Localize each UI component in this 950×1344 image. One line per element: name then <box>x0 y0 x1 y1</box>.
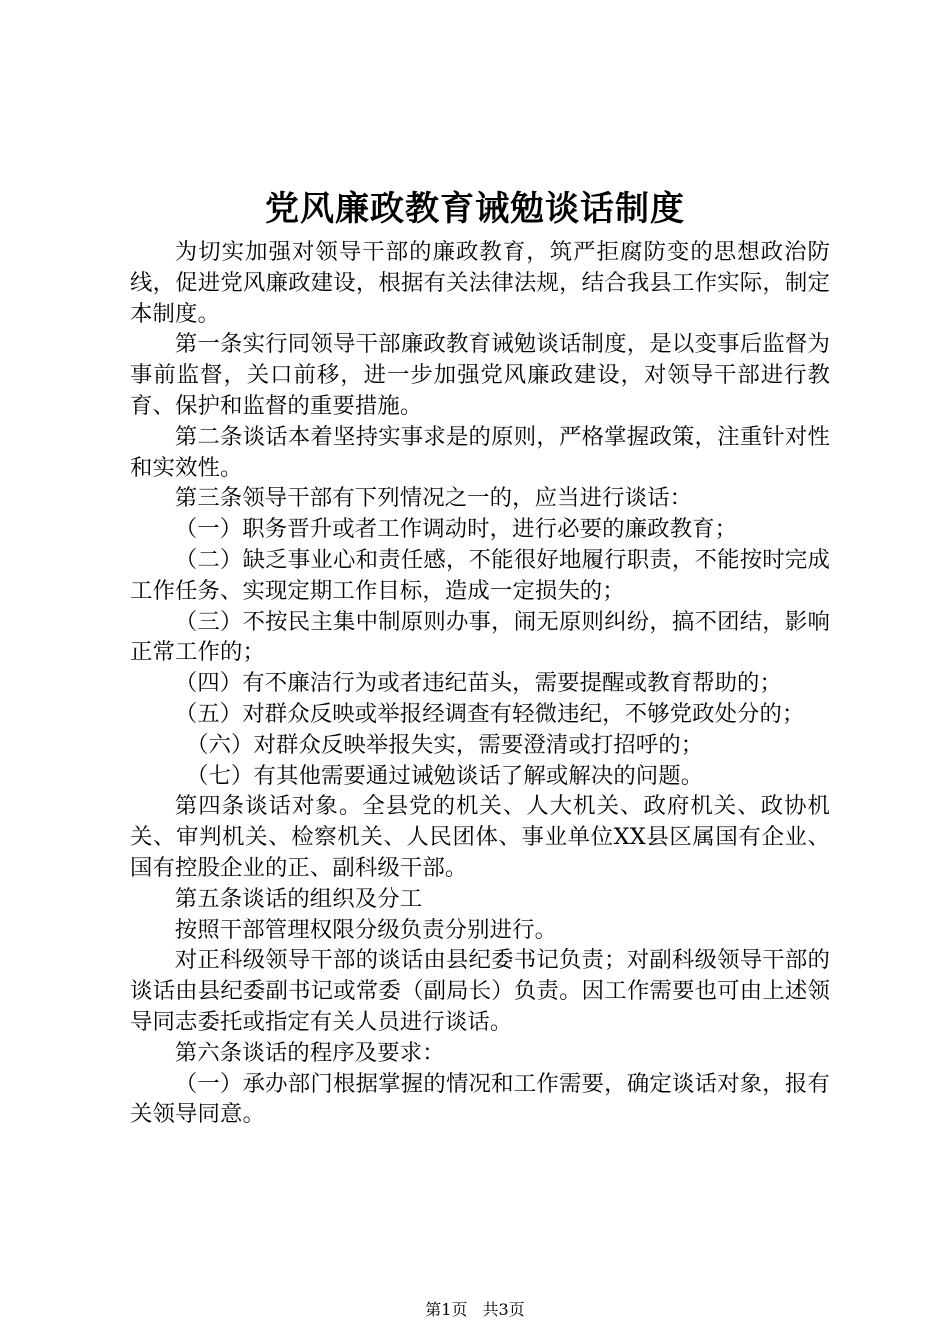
paragraph-item-4: （四）有不廉洁行为或者违纪苗头，需要提醒或教育帮助的； <box>174 670 783 697</box>
page-footer <box>0 1300 950 1320</box>
paragraph-article-3: 第三条领导干部有下列情况之一的，应当进行谈话： <box>174 485 693 512</box>
page-number-total: 共3页 <box>482 1300 525 1319</box>
paragraph-article-2: 第二条谈话本着坚持实事求是的原则，严格掌握政策，注重针对性和实效性。 <box>130 423 830 481</box>
paragraph-article-5: 第五条谈话的组织及分工 <box>174 885 423 912</box>
paragraph-item-7: （七）有其他需要通过诫勉谈话了解或解决的问题。 <box>186 762 704 789</box>
document-title: 党风廉政教育诫勉谈话制度 <box>265 189 685 229</box>
paragraph-article-1: 第一条实行同领导干部廉政教育诫勉谈话制度，是以变事后监督为事前监督，关口前移，进一步加强党风廉政建设，对领导干部进行教育、保护和监督的重要措施。 <box>130 331 830 419</box>
document-body <box>130 237 830 1130</box>
paragraph-article-5-detail: 按照干部管理权限分级负责分别进行。 <box>174 916 558 943</box>
paragraph-article-5-division: 对正科级领导干部的谈话由县纪委书记负责；对副科级领导干部的谈话由县纪委副书记或常委（副局长）负责。因工作需要也可由上述领导同志委托或指定有关人员进行谈话。 <box>130 947 830 1035</box>
paragraph-item-5: （五）对群众反映或举报经调查有轻微违纪，不够党政处分的； <box>174 700 805 727</box>
paragraph-item-6: （六）对群众反映举报失实，需要澄清或打招呼的； <box>186 731 704 758</box>
paragraph-intro: 为切实加强对领导干部的廉政教育，筑严拒腐防变的思想政治防线，促进党风廉政建设，根据有关法律法规，结合我县工作实际，制定本制度。 <box>130 239 830 327</box>
paragraph-item-2: （二）缺乏事业心和责任感，不能很好地履行职责，不能按时完成工作任务、实现定期工作目标，造成一定损失的； <box>130 546 830 604</box>
paragraph-item-3: （三）不按民主集中制原则办事，闹无原则纠纷，搞不团结，影响正常工作的； <box>130 608 830 666</box>
paragraph-item-1: （一）职务晋升或者工作调动时，进行必要的廉政教育； <box>174 516 738 543</box>
paragraph-article-6-item-1: （一）承办部门根据掌握的情况和工作需要，确定谈话对象，报有关领导同意。 <box>130 1070 830 1128</box>
page-number-current: 第1页 <box>425 1300 468 1319</box>
paragraph-article-4: 第四条谈话对象。全县党的机关、人大机关、政府机关、政协机关、审判机关、检察机关、人民团体、事业单位XX县区属国有企业、国有控股企业的正、副科级干部。 <box>130 793 830 881</box>
paragraph-article-6: 第六条谈话的程序及要求： <box>174 1039 445 1066</box>
